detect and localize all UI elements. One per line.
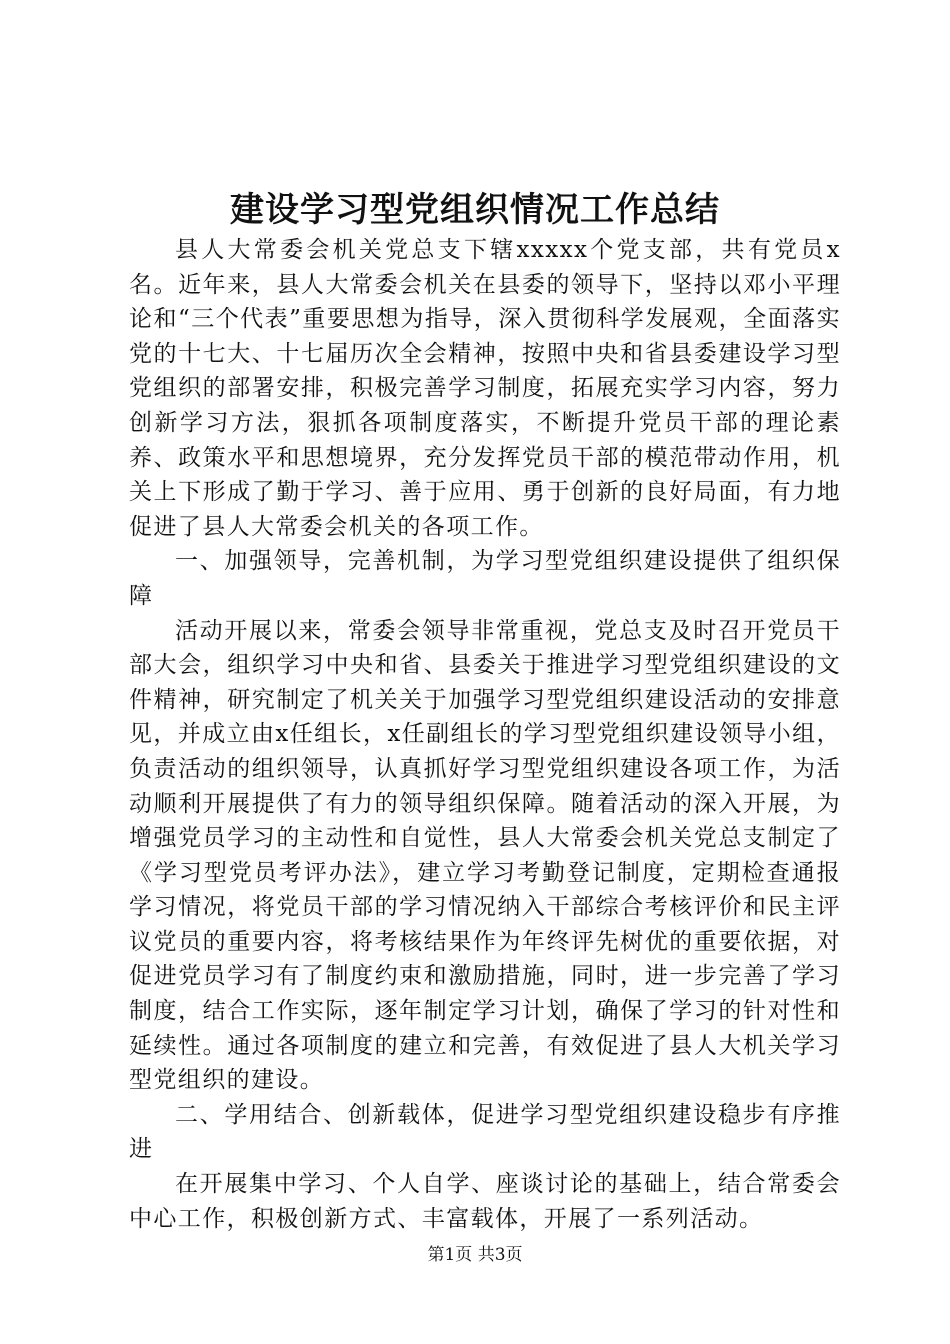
page-footer: 第1页 共3页 bbox=[427, 1245, 523, 1265]
intro-paragraph: 县人大常委会机关党总支下辖xxxxx个党支部，共有党员x名。近年来，县人大常委会机关在县委的领导下，坚持以邓小平理论和“三个代表”重要思想为指导，深入贯彻科学发展观，全面落实党的十七大、十七届历次全会精神，按照中央和省县委建设学习型党组织的部署安排，积极完善学习制度，拓展充实学习内容，努力创新学习方法，狠抓各项制度落实，不断提升党员干部的理论素养、政策水平和思想境界，充分发挥党员干部的模范带动作用，机关上下形成了勤于学习、善于应用、勇于创新的良好局面，有力地促进了县人大常委会机关的各项工作。 bbox=[129, 237, 841, 540]
document-body bbox=[129, 233, 841, 1236]
section-heading-2: 二、学用结合、创新载体，促进学习型党组织建设稳步有序推进 bbox=[129, 1101, 841, 1163]
section-2-paragraph: 在开展集中学习、个人自学、座谈讨论的基础上，结合常委会中心工作，积极创新方式、丰富载体，开展了一系列活动。 bbox=[129, 1171, 841, 1232]
section-1-paragraph: 活动开展以来，常委会领导非常重视，党总支及时召开党员干部大会，组织学习中央和省、县委关于推进学习型党组织建设的文件精神，研究制定了机关关于加强学习型党组织建设活动的安排意见，并成立由x任组长，x任副组长的学习型党组织建设领导小组，负责活动的组织领导，认真抓好学习型党组织建设各项工作，为活动顺利开展提供了有力的领导组织保障。随着活动的深入开展，为增强党员学习的主动性和自觉性，县人大常委会机关党总支制定了《学习型党员考评办法》，建立学习考勤登记制度，定期检查通报学习情况，将党员干部的学习情况纳入干部综合考核评价和民主评议党员的重要内容，将考核结果作为年终评先树优的重要依据，对促进党员学习有了制度约束和激励措施，同时，进一步完善了学习制度，结合工作实际，逐年制定学习计划，确保了学习的针对性和延续性。通过各项制度的建立和完善，有效促进了县人大机关学习型党组织的建设。 bbox=[129, 617, 841, 1094]
section-heading-1: 一、加强领导，完善机制，为学习型党组织建设提供了组织保障 bbox=[129, 548, 841, 609]
document-title: 建设学习型党组织情况工作总结 bbox=[230, 190, 720, 230]
